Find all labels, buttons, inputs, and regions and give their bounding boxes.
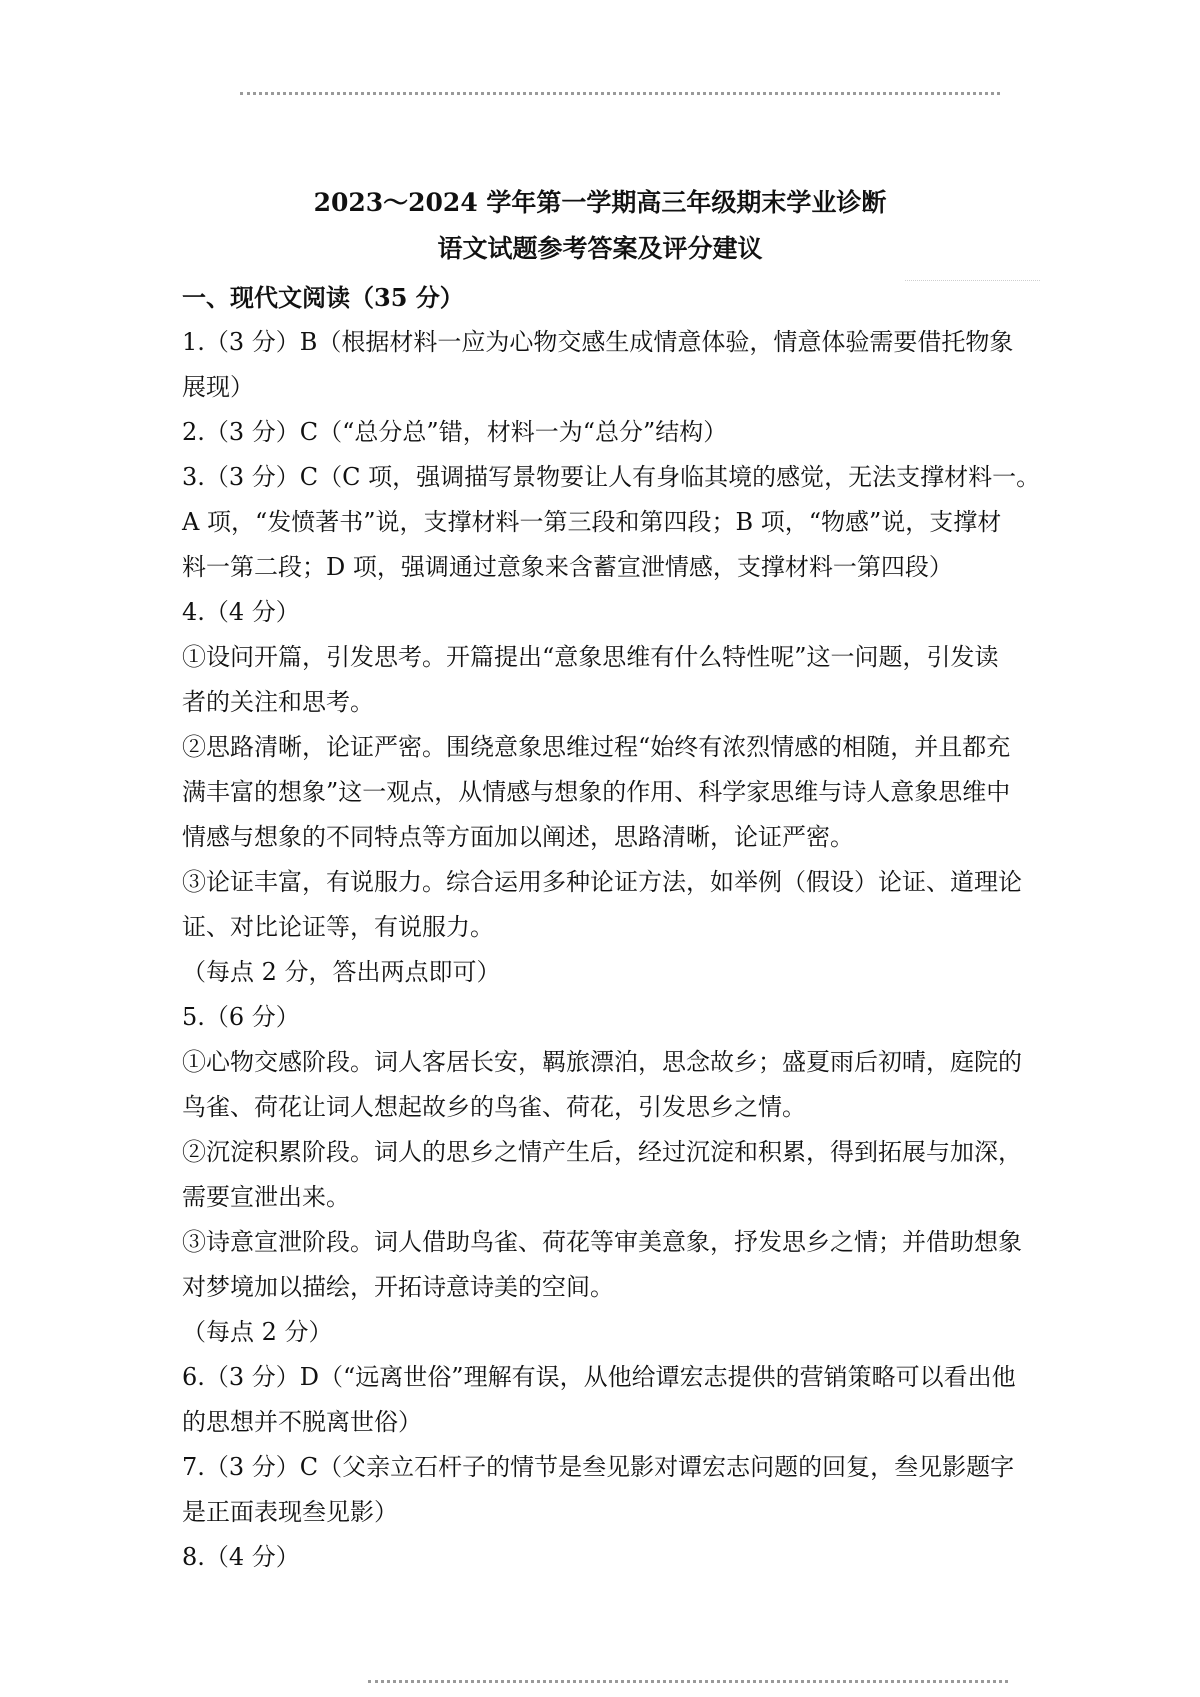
text-line: 4.（4 分） bbox=[182, 598, 300, 626]
text-line: 满丰富的想象”这一观点，从情感与想象的作用、科学家思维与诗人意象思维中 bbox=[182, 778, 1011, 806]
text-line: 7.（3 分）C（父亲立石杆子的情节是叁见影对谭宏志问题的回复，叁见影题字 bbox=[182, 1453, 1015, 1481]
text-line: 情感与想象的不同特点等方面加以阐述，思路清晰，论证严密。 bbox=[182, 823, 854, 851]
text-line: 3.（3 分）C（C 项，强调描写景物要让人有身临其境的感觉，无法支撑材料一。 bbox=[182, 463, 1041, 491]
section-heading: 一、现代文阅读（35 分） bbox=[182, 283, 464, 312]
text-line: 展现） bbox=[182, 373, 254, 401]
text-line: ③论证丰富，有说服力。综合运用多种论证方法，如举例（假设）论证、道理论 bbox=[182, 868, 1022, 896]
text-line: A 项，“发愤著书”说，支撑材料一第三段和第四段；B 项，“物感”说，支撑材 bbox=[182, 508, 1002, 536]
text-line: 是正面表现叁见影） bbox=[182, 1498, 398, 1526]
text-line: ①心物交感阶段。词人客居长安，羁旅漂泊，思念故乡；盛夏雨后初晴，庭院的 bbox=[182, 1048, 1022, 1076]
text-line: 鸟雀、荷花让词人想起故乡的鸟雀、荷花，引发思乡之情。 bbox=[182, 1093, 806, 1121]
answer-content bbox=[182, 275, 1041, 1580]
text-line: （每点 2 分） bbox=[182, 1318, 333, 1346]
text-line: 对梦境加以描绘，开拓诗意诗美的空间。 bbox=[182, 1273, 614, 1301]
text-line: （每点 2 分，答出两点即可） bbox=[182, 958, 501, 986]
text-line: 证、对比论证等，有说服力。 bbox=[182, 913, 494, 941]
text-line: 需要宣泄出来。 bbox=[182, 1183, 350, 1211]
text-line: 6.（3 分）D（“远离世俗”理解有误，从他给谭宏志提供的营销策略可以看出他 bbox=[182, 1363, 1016, 1391]
text-line: 料一第二段；D 项，强调通过意象来含蓄宣泄情感，支撑材料一第四段） bbox=[182, 553, 953, 581]
text-line: 者的关注和思考。 bbox=[182, 688, 374, 716]
text-line: 的思想并不脱离世俗） bbox=[182, 1408, 422, 1436]
text-line: 1.（3 分）B（根据材料一应为心物交感生成情意体验，情意体验需要借托物象 bbox=[182, 328, 1014, 356]
text-line: ②沉淀积累阶段。词人的思乡之情产生后，经过沉淀和积累，得到拓展与加深， bbox=[182, 1138, 1022, 1166]
document-subtitle: 语文试题参考答案及评分建议 bbox=[437, 234, 763, 263]
top-dotted-rule bbox=[240, 92, 1000, 95]
text-line: 8.（4 分） bbox=[182, 1543, 300, 1571]
text-line: 5.（6 分） bbox=[182, 1003, 300, 1031]
bottom-dotted-rule bbox=[368, 1680, 1008, 1683]
text-line: 2.（3 分）C（“总分总”错，材料一为“总分”结构） bbox=[182, 418, 728, 446]
text-line: ①设问开篇，引发思考。开篇提出“意象思维有什么特性呢”这一问题，引发读 bbox=[182, 643, 999, 671]
text-line: ②思路清晰，论证严密。围绕意象思维过程“始终有浓烈情感的相随，并且都充 bbox=[182, 733, 1011, 761]
document-title: 2023～2024 学年第一学期高三年级期末学业诊断 bbox=[313, 188, 887, 217]
text-line: ③诗意宣泄阶段。词人借助鸟雀、荷花等审美意象，抒发思乡之情；并借助想象 bbox=[182, 1228, 1022, 1256]
